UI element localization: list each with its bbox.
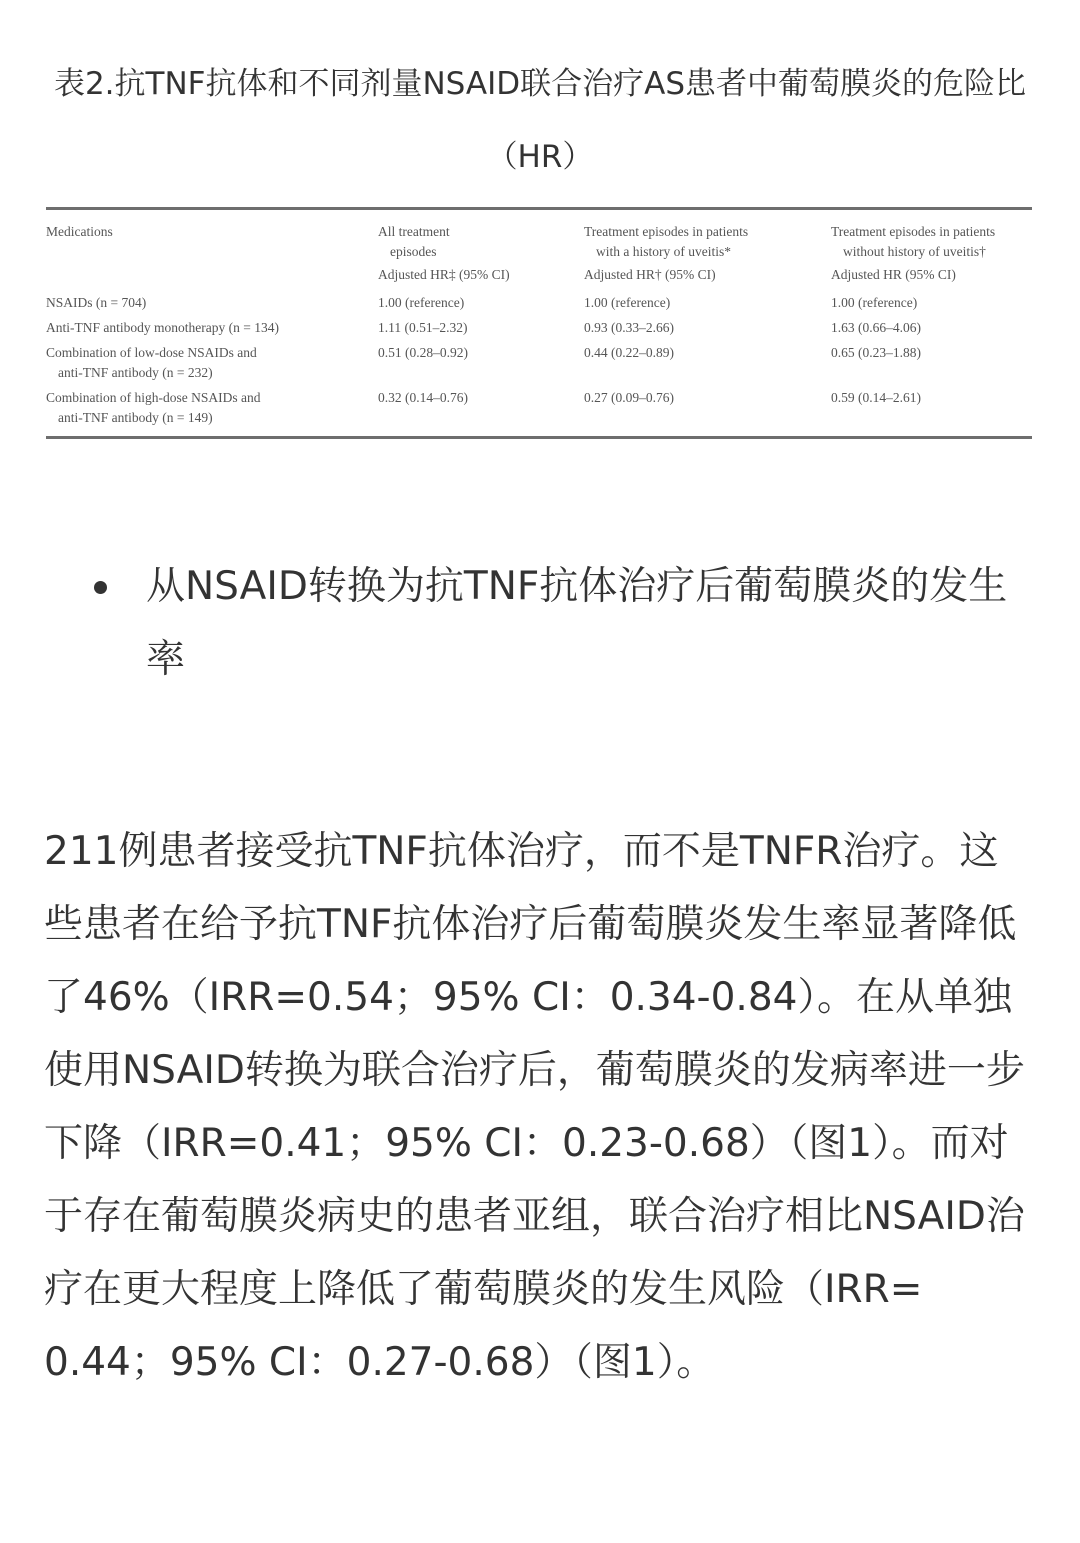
row-name: NSAIDs (n = 704) <box>46 295 147 310</box>
row-name-line2: anti-TNF antibody (n = 149) <box>58 410 213 425</box>
hazard-ratio-table <box>46 207 1032 439</box>
header-with-history-line1: Treatment episodes in patients <box>584 224 749 239</box>
header-with-history <box>584 210 831 262</box>
cell-with-history: 0.93 (0.33–2.66) <box>584 320 674 335</box>
cell-with-history: 1.00 (reference) <box>584 295 671 310</box>
header-without-history-line1: Treatment episodes in patients <box>831 224 996 239</box>
row-name: Anti-TNF antibody monotherapy (n = 134) <box>46 320 279 335</box>
header-all-episodes-line1: All treatment <box>378 224 450 239</box>
cell-with-history: 0.44 (0.22–0.89) <box>584 345 674 360</box>
cell-with-history: 0.27 (0.09–0.76) <box>584 390 674 405</box>
table-row <box>46 338 1032 383</box>
subheader-without-history: Adjusted HR (95% CI) <box>831 267 956 282</box>
bullet-text: 从NSAID转换为抗TNF抗体治疗后葡萄膜炎的发生率 <box>146 564 1008 682</box>
cell-all: 1.00 (reference) <box>378 295 465 310</box>
table-row <box>46 288 1032 313</box>
subheader-all: Adjusted HR‡ (95% CI) <box>378 267 510 282</box>
cell-all: 0.51 (0.28–0.92) <box>378 345 468 360</box>
row-name <box>46 383 378 428</box>
header-with-history-line2: with a history of uveitis* <box>596 244 731 259</box>
cell-without-history: 0.65 (0.23–1.88) <box>831 345 921 360</box>
table-row <box>46 313 1032 338</box>
subheader-with-history: Adjusted HR† (95% CI) <box>584 267 716 282</box>
header-all-episodes <box>378 210 584 262</box>
cell-without-history: 1.00 (reference) <box>831 295 918 310</box>
bullet-list-item <box>94 550 1034 696</box>
cell-without-history: 0.59 (0.14–2.61) <box>831 390 921 405</box>
header-all-episodes-line2: episodes <box>390 244 437 259</box>
cell-all: 0.32 (0.14–0.76) <box>378 390 468 405</box>
row-name-line2: anti-TNF antibody (n = 232) <box>58 365 213 380</box>
header-medications: Medications <box>46 224 113 239</box>
cell-all: 1.11 (0.51–2.32) <box>378 320 468 335</box>
table-bottom-rule <box>46 436 1032 439</box>
header-without-history <box>831 210 1032 262</box>
row-name-line1: Combination of low-dose NSAIDs and <box>46 345 257 360</box>
header-without-history-line2: without history of uveitis† <box>843 244 986 259</box>
cell-without-history: 1.63 (0.66–4.06) <box>831 320 921 335</box>
table-row <box>46 383 1032 428</box>
row-name-line1: Combination of high-dose NSAIDs and <box>46 390 261 405</box>
row-name <box>46 338 378 383</box>
bullet-dot-icon <box>94 581 107 594</box>
body-paragraph: 211例患者接受抗TNF抗体治疗，而不是TNFR治疗。这些患者在给予抗TNF抗体治疗后葡萄膜炎发生率显著降低了46%（IRR=0.54；95% CI：0.34-0.84）。在从单独使用NSAID转换为联合治疗后，葡萄膜炎的发病率进一步下降（IRR=0.41；95% CI：0.23-0.68）（图1）。而对于存在葡萄膜炎病史的患者亚组，联合治疗相比NSAID治疗在更大程度上降低了葡萄膜炎的发生风险（IRR= 0.44；95% CI：0.27-0.68）（图1）。 <box>44 829 1025 1385</box>
table-title: 表2.抗TNF抗体和不同剂量NSAID联合治疗AS患者中葡萄膜炎的危险比（HR） <box>53 66 1027 175</box>
